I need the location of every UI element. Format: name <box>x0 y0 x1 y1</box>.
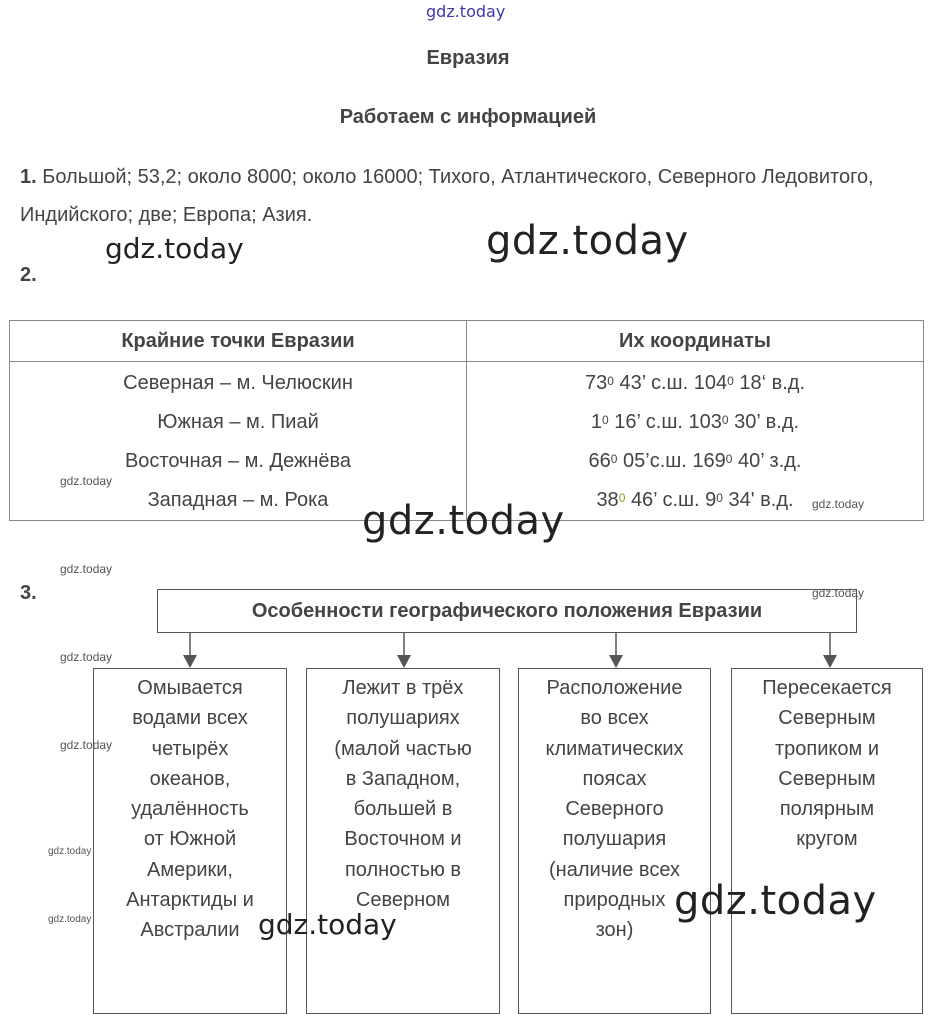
box-line: во всех <box>580 707 649 730</box>
box-line: большей в <box>353 798 453 821</box>
degree-mark: 0 <box>607 374 614 388</box>
watermark: gdz.today <box>48 914 92 925</box>
watermark: gdz.today <box>812 586 865 600</box>
watermark: gdz.today <box>105 232 244 265</box>
box-line: тропиком и <box>775 737 879 760</box>
page-title: Евразия <box>426 47 510 69</box>
watermark-top: gdz.today <box>426 2 506 21</box>
point-name: Северная – м. Челюскин <box>123 372 353 394</box>
box-line: поясах <box>582 767 647 790</box>
box-line: Северным <box>778 767 876 790</box>
box-line: Северным <box>778 707 876 730</box>
box-line: полностью в <box>344 858 462 881</box>
lat-rest: 46’ с.ш. 9 <box>630 489 717 511</box>
table-header-coordinates: Их координаты <box>467 321 924 362</box>
diagram-connectors <box>0 633 936 670</box>
feature-box-tropic <box>731 668 923 1014</box>
lat-degrees: 38 <box>596 489 619 511</box>
feature-box-oceans <box>93 668 287 1014</box>
box-line: (наличие всех <box>548 858 681 881</box>
box-line: Северном <box>355 889 451 912</box>
box-line: зон) <box>595 919 634 942</box>
arrow-down-icon <box>823 655 837 668</box>
watermark: gdz.today <box>60 738 113 752</box>
box-line: от Южной <box>143 828 237 851</box>
box-line: кругом <box>796 828 858 851</box>
box-line: природных <box>563 889 666 912</box>
watermark: gdz.today <box>48 846 92 857</box>
point-name: Западная – м. Рока <box>147 489 329 511</box>
lat-degrees: 73 <box>585 372 608 394</box>
lon-rest: 18‘ в.д. <box>739 372 805 394</box>
lat-rest: 43’ с.ш. 104 <box>619 372 728 394</box>
box-line: Америки, <box>147 858 233 881</box>
degree-mark: 0 <box>721 413 729 427</box>
box-line: климатических <box>545 737 684 760</box>
lon-rest: 30’ в.д. <box>734 411 800 433</box>
degree-mark: 0 <box>618 491 626 505</box>
coordinate-line <box>467 403 923 442</box>
coordinate-line <box>467 442 923 481</box>
table-row <box>10 362 924 521</box>
degree-mark: 0 <box>725 452 733 466</box>
point-name: Восточная – м. Дежнёва <box>124 450 352 472</box>
lon-rest: 40’ з.д. <box>738 450 802 472</box>
box-line: Австралии <box>140 919 240 942</box>
lat-degrees: 1 <box>590 411 603 433</box>
coordinate-line <box>467 364 923 403</box>
table-header-points: Крайние точки Евразии <box>10 321 467 362</box>
degree-mark: 0 <box>610 452 618 466</box>
task3-number: 3. <box>20 582 37 604</box>
box-line: Антарктиды и <box>126 889 254 912</box>
diagram-title-box: Особенности географического положения Евразии <box>157 589 857 633</box>
lat-rest: 16’ с.ш. 103 <box>614 411 722 433</box>
box-line: Омывается <box>137 677 243 699</box>
box-line: водами всех <box>132 707 248 730</box>
watermark: gdz.today <box>60 562 113 576</box>
watermark: gdz.today <box>674 878 877 924</box>
box-line: Лежит в трёх <box>342 677 464 699</box>
feature-box-hemispheres <box>306 668 500 1014</box>
watermark: gdz.today <box>812 497 865 511</box>
degree-mark: 0 <box>727 374 734 388</box>
box-line: полушариях <box>346 707 460 730</box>
lat-rest: 05’с.ш. 169 <box>623 450 726 472</box>
arrow-down-icon <box>397 655 411 668</box>
box-line: удалённость <box>131 798 249 821</box>
arrow-down-icon <box>183 655 197 668</box>
task1-number: 1. <box>20 166 37 188</box>
extreme-points-table <box>9 320 924 521</box>
box-line: полушария <box>562 828 667 851</box>
feature-box-climate <box>518 668 711 1014</box>
watermark: gdz.today <box>60 474 113 488</box>
watermark: gdz.today <box>362 498 565 544</box>
watermark: gdz.today <box>486 218 689 264</box>
box-line: (малой частью <box>334 737 472 760</box>
box-line: Пересекается <box>762 677 892 699</box>
table-cell-point <box>10 362 467 521</box>
task2-number: 2. <box>20 264 37 286</box>
page-subtitle: Работаем с информацией <box>339 106 597 128</box>
task1-text: Большой; 53,2; около 8000; около 16000; Тихого, Атлантического, Северного Ледовитого, Индийского; две; Европа; Азия. <box>20 166 874 226</box>
table-header-row <box>10 321 924 362</box>
box-line: полярным <box>779 798 875 821</box>
box-line: Расположение <box>546 677 683 699</box>
point-name: Южная – м. Пиай <box>157 411 319 433</box>
box-line: четырёх <box>151 737 229 760</box>
arrow-down-icon <box>609 655 623 668</box>
box-line: Северного <box>565 798 664 821</box>
lat-degrees: 66 <box>588 450 611 472</box>
task1-paragraph <box>20 158 910 234</box>
box-line: океанов, <box>149 767 231 790</box>
box-line: в Западном, <box>345 767 461 790</box>
degree-mark: 0 <box>716 491 723 505</box>
box-line: Восточном и <box>344 828 462 851</box>
watermark: gdz.today <box>258 908 397 941</box>
watermark: gdz.today <box>60 650 113 664</box>
degree-mark: 0 <box>602 413 609 427</box>
lon-rest: 34' в.д. <box>728 489 794 511</box>
